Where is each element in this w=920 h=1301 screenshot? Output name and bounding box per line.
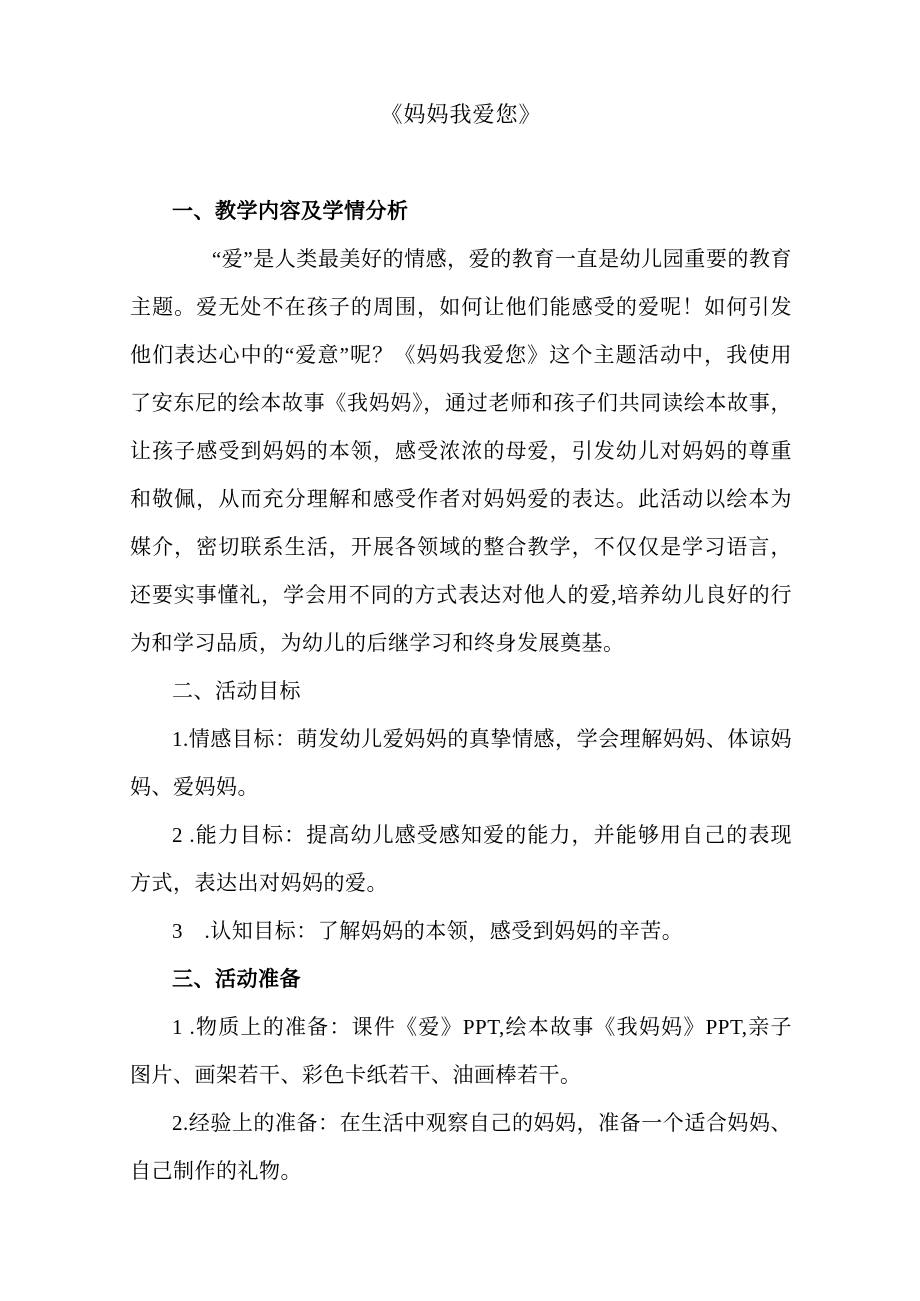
paragraph-teaching-analysis: “爱”是人类最美好的情感，爱的教育一直是幼儿园重要的教育主题。爱无处不在孩子的周围，如何让他们能感受的爱呢！如何引发他们表达心中的“爱意”呢？《妈妈我爱您》这个主题活动中，我使用了安东尼的绘本故事《我妈妈》，通过老师和孩子们共同读绘本故事，让孩子感受到妈妈的本领，感受浓浓的母爱，引发幼儿对妈妈的尊重和敬佩，从而充分理解和感受作者对妈妈爱的表达。此活动以绘本为媒介，密切联系生活，开展各领域的整合教学，不仅仅是学习语言，还要实事懂礼，学会用不同的方式表达对他人的爱,培养幼儿良好的行为和学习品质，为幼儿的后继学习和终身发展奠基。 <box>130 247 792 655</box>
section-heading-activity-goals: 二、活动目标 <box>172 679 301 703</box>
paragraph-goal-ability: 2 .能力目标：提高幼儿感受感知爱的能力，并能够用自己的表现方式，表达出对妈妈的爱。 <box>130 823 792 895</box>
paragraph-preparation-experience: 2.经验上的准备：在生活中观察自己的妈妈，准备一个适合妈妈、自己制作的礼物。 <box>130 1111 792 1183</box>
section-heading-teaching-analysis: 一、教学内容及学情分析 <box>172 199 409 223</box>
document-title: 《妈妈我爱您》 <box>380 102 542 127</box>
section-heading-activity-preparation: 三、活动准备 <box>172 967 301 991</box>
paragraph-goal-emotion: 1.情感目标：萌发幼儿爱妈妈的真挚情感，学会理解妈妈、体谅妈妈、爱妈妈。 <box>130 727 792 799</box>
paragraph-goal-cognition: 3 .认知目标：了解妈妈的本领，感受到妈妈的辛苦。 <box>172 919 684 943</box>
paragraph-preparation-material: 1 .物质上的准备：课件《爱》PPT,绘本故事《我妈妈》PPT,亲子图片、画架若干、彩色卡纸若干、油画棒若干。 <box>130 1015 792 1087</box>
